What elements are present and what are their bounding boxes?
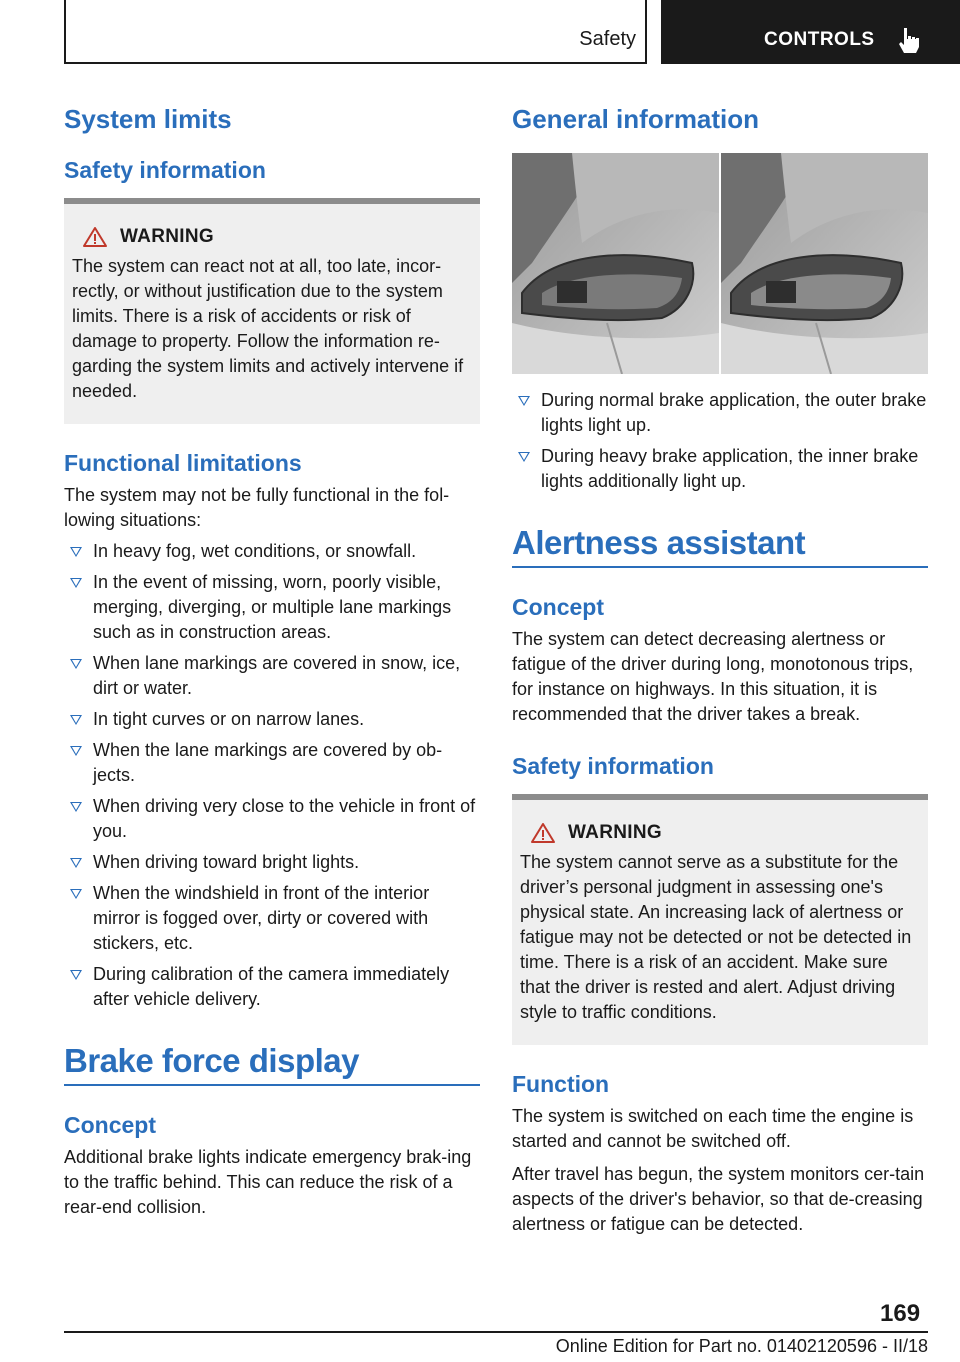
warning-header: [82, 226, 472, 248]
concept-heading: Concept: [512, 594, 604, 620]
warning-title: WARNING: [120, 226, 214, 247]
header-chapter-tab: [661, 0, 960, 64]
brake-force-heading: Brake force display: [64, 1042, 480, 1086]
bullet-triangle-icon: [70, 578, 82, 588]
page-number: 169: [880, 1300, 921, 1327]
limitations-list: [64, 539, 480, 1012]
footer-divider: [64, 1331, 928, 1333]
bullet-triangle-icon: [70, 858, 82, 868]
pointing-hand-icon: [897, 26, 921, 54]
list-item: In tight curves or on narrow lanes.: [64, 707, 480, 732]
brake-lights-list: [512, 388, 928, 494]
list-item: When the windshield in front of the interior mirror is fogged over, dirty or covered with stickers, etc.: [64, 881, 480, 956]
functional-limitations-heading: Functional limitations: [64, 450, 302, 476]
list-item: When driving toward bright lights.: [64, 850, 480, 875]
function-text-2: After travel has begun, the system monitors cer-tain aspects of the driver's behavior, so that de-creasing alertness or fatigue can be detected.: [512, 1164, 925, 1234]
list-item: When lane markings are covered in snow, ice, dirt or water.: [64, 651, 480, 701]
list-item: During calibration of the camera immediately after vehicle delivery.: [64, 962, 480, 1012]
bullet-triangle-icon: [70, 889, 82, 899]
list-item: When driving very close to the vehicle in front of you.: [64, 794, 480, 844]
bullet-triangle-icon: [70, 746, 82, 756]
warning-box: [64, 198, 480, 424]
alertness-assistant-heading: Alertness assistant: [512, 524, 928, 568]
warning-triangle-icon: [82, 226, 108, 248]
warning-header: [530, 822, 920, 844]
warning-text: The system can react not at all, too late, incor-rectly, or without justification due to the system limits. There is a risk of accidents or risk of damage to property. Follow the information re-garding the system limits and actively intervene if needed.: [72, 256, 464, 401]
list-item: During heavy brake application, the inner brake lights additionally light up.: [512, 444, 928, 494]
concept-heading: Concept: [64, 1112, 156, 1138]
brake-light-normal-image: [512, 153, 719, 374]
concept-text: The system can detect decreasing alertness or fatigue of the driver during long, monotonous trips, for instance on highways. In this situation, it is recommended that the driver takes a break.: [512, 629, 914, 724]
list-item: When the lane markings are covered by ob-jects.: [64, 738, 480, 788]
concept-text: Additional brake lights indicate emergency brak-ing to the traffic behind. This can reduce the risk of a rear-end collision.: [64, 1147, 472, 1217]
bullet-triangle-icon: [70, 970, 82, 980]
header-section-label: Safety: [579, 28, 636, 50]
functional-intro: The system may not be fully functional in the fol-lowing situations:: [64, 485, 450, 530]
right-column: [512, 100, 928, 1237]
warning-title: WARNING: [568, 822, 662, 843]
list-item: In the event of missing, worn, poorly visible, merging, diverging, or multiple lane markings such as in construction areas.: [64, 570, 480, 645]
safety-info-heading: Safety information: [64, 157, 266, 183]
brake-lights-photo: [512, 153, 928, 374]
general-info-heading: General information: [512, 104, 760, 134]
bullet-triangle-icon: [70, 802, 82, 812]
bullet-triangle-icon: [70, 659, 82, 669]
function-text-1: The system is switched on each time the engine is started and cannot be switched off.: [512, 1106, 914, 1151]
system-limits-heading: System limits: [64, 104, 232, 134]
list-item: During normal brake application, the outer brake lights light up.: [512, 388, 928, 438]
bullet-triangle-icon: [518, 396, 530, 406]
brake-light-heavy-image: [721, 153, 928, 374]
left-column: [64, 100, 480, 1220]
edition-text: Online Edition for Part no. 01402120596 - II/18: [555, 1336, 928, 1356]
warning-triangle-icon: [530, 822, 556, 844]
bullet-triangle-icon: [70, 715, 82, 725]
warning-text: The system cannot serve as a substitute for the driver’s personal judgment in assessing one's physical state. An increasing lack of alertness or fatigue may not be detected or not be detected in time. There is a risk of an accident. Make sure that the driver is rested and alert. Adjust driving style to traffic conditions.: [520, 852, 912, 1022]
safety-info-heading: Safety information: [512, 753, 714, 779]
bullet-triangle-icon: [70, 547, 82, 557]
function-heading: Function: [512, 1071, 610, 1097]
header-chapter-label: CONTROLS: [764, 29, 875, 50]
warning-box: [512, 794, 928, 1045]
bullet-triangle-icon: [518, 452, 530, 462]
list-item: In heavy fog, wet conditions, or snowfall.: [64, 539, 480, 564]
